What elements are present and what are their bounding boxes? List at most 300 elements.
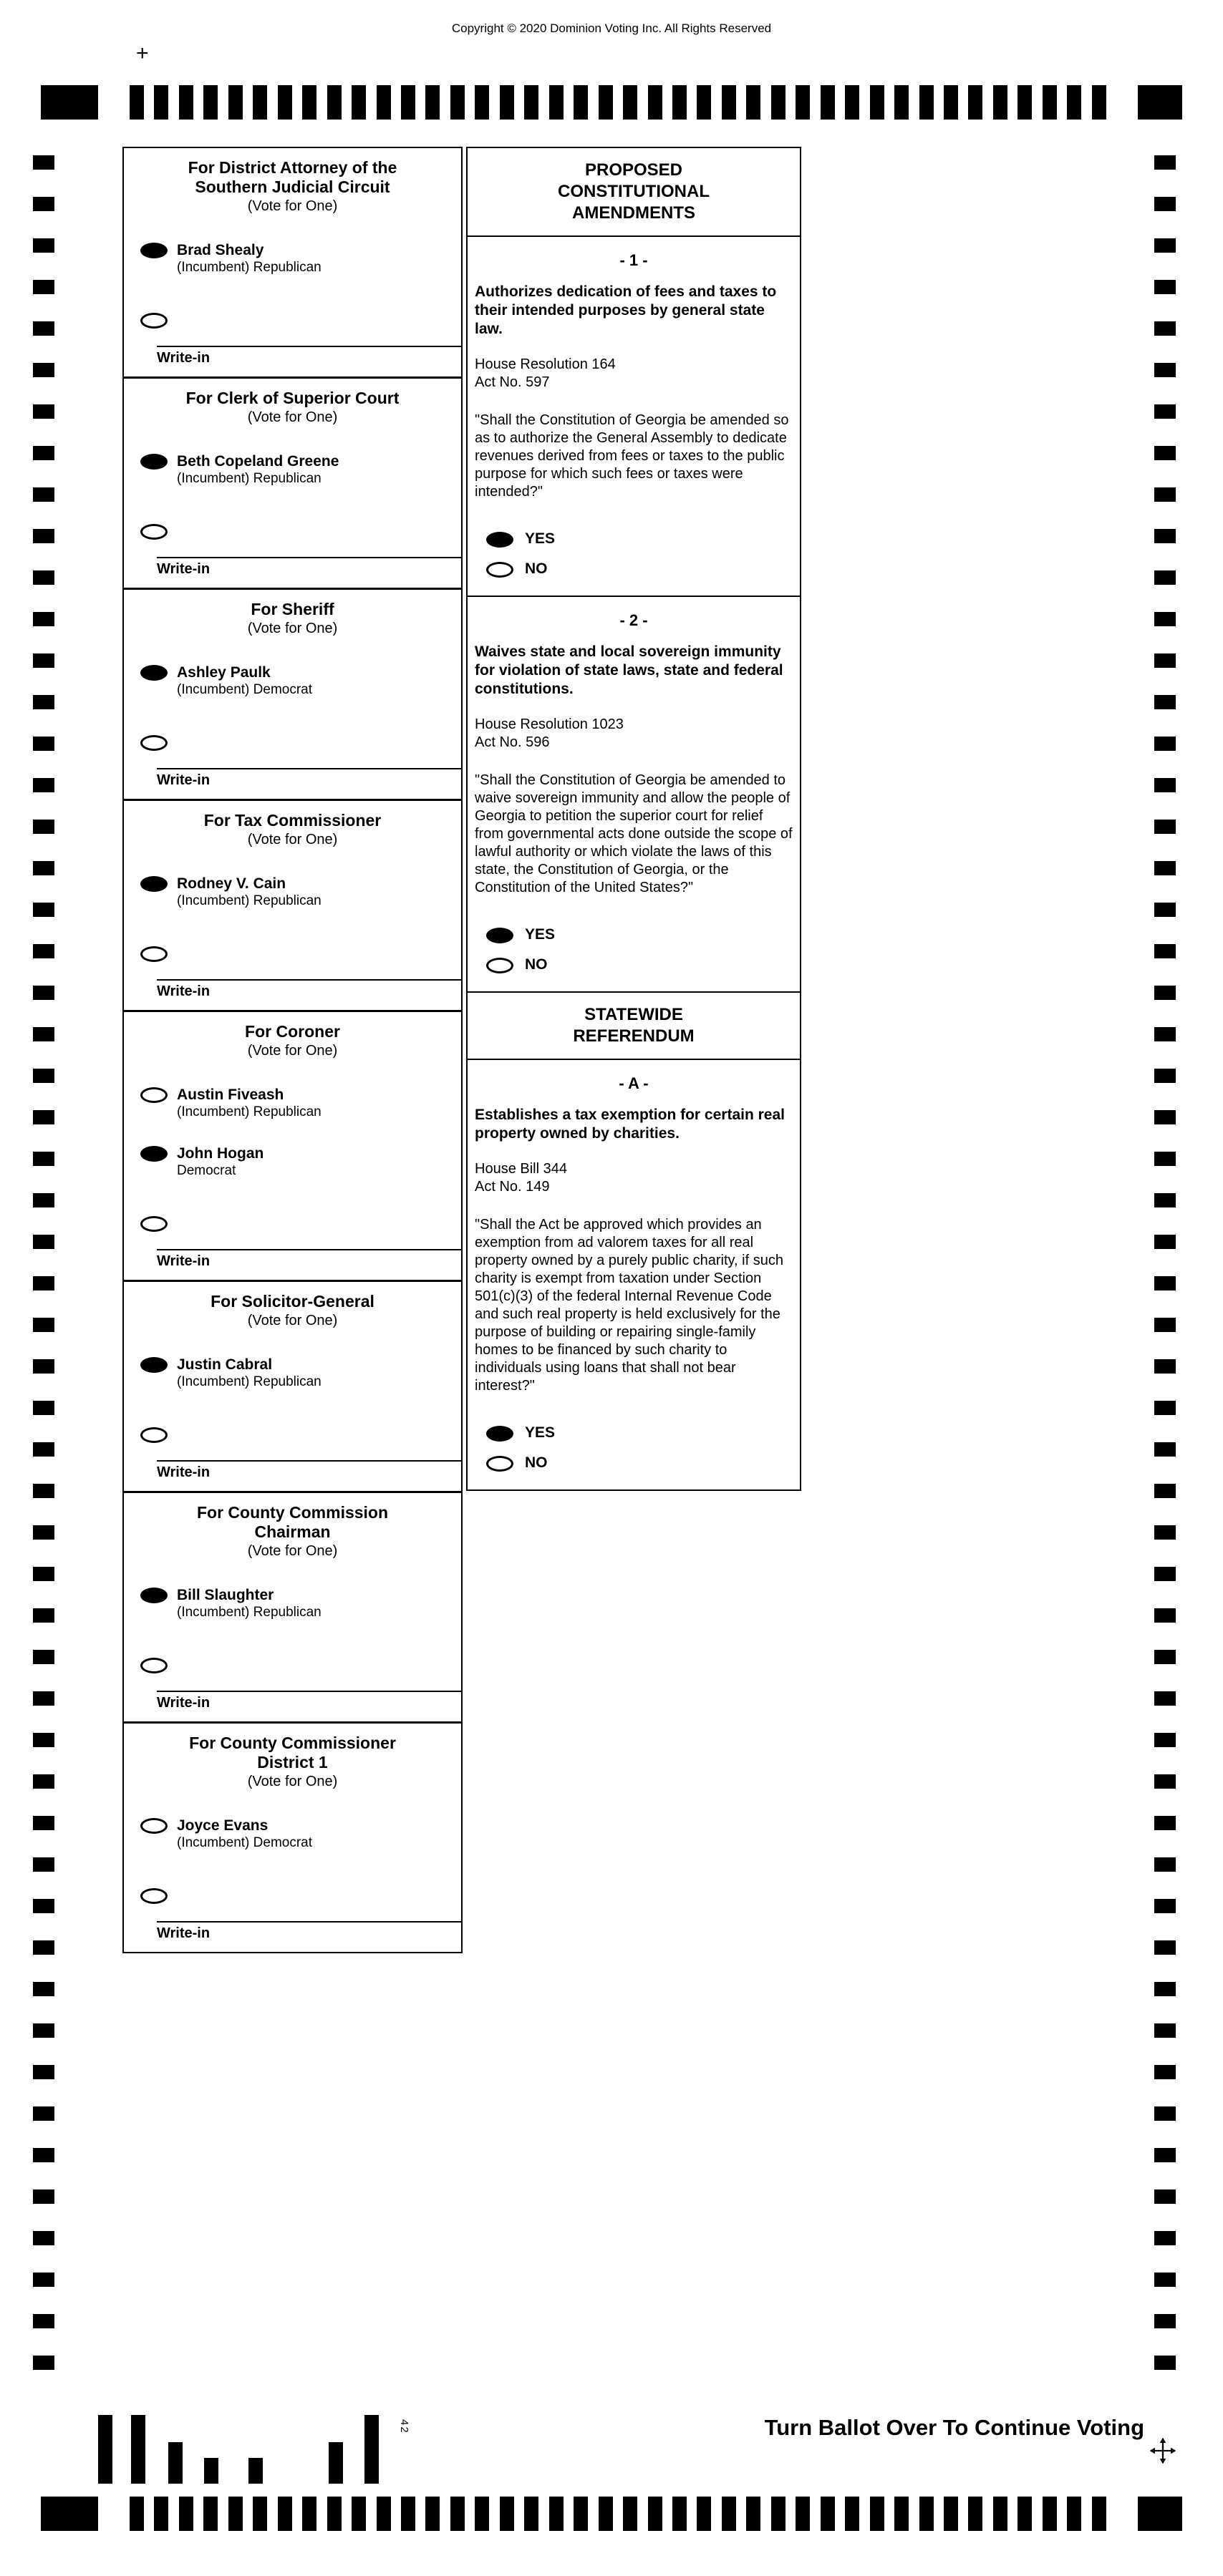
choice-label: YES (525, 1424, 556, 1441)
timing-mark (1154, 1982, 1176, 1996)
vote-for-instruction: (Vote for One) (247, 1543, 338, 1559)
measure-question: "Shall the Constitution of Georgia be amended so as to authorize the General Assembly to dedicate revenues derived from fees or taxes to the public purpose for which such fees or taxes were intended?" (475, 412, 789, 500)
contest-title-line: For County Commissioner (189, 1734, 396, 1752)
measures-header-line: CONSTITUTIONAL (558, 182, 710, 201)
candidate-list (124, 1580, 461, 1691)
timing-mark (130, 2497, 144, 2531)
timing-mark (1154, 238, 1176, 253)
timing-mark (1017, 2497, 1032, 2531)
registration-plus-mark: + (136, 42, 149, 65)
measures-header-line: PROPOSED (584, 160, 683, 180)
timing-mark (377, 2497, 391, 2531)
timing-column-right (1154, 155, 1176, 2370)
timing-mark (968, 85, 982, 120)
vote-for-instruction: (Vote for One) (247, 1313, 338, 1328)
timing-mark (870, 2497, 884, 2531)
timing-mark (33, 446, 54, 460)
candidate-row (124, 1080, 461, 1139)
timing-strip-bottom (41, 2497, 1182, 2531)
write-in-choice-row (124, 1197, 461, 1249)
measure-reference: House Resolution 164 (475, 356, 616, 372)
timing-mark (154, 2497, 168, 2531)
timing-mark (33, 1608, 54, 1623)
timing-mark (648, 2497, 662, 2531)
vote-oval[interactable] (486, 1456, 513, 1472)
timing-mark (33, 1733, 54, 1747)
timing-mark (1154, 2356, 1176, 2370)
vote-oval[interactable] (140, 524, 168, 540)
timing-mark (33, 1401, 54, 1415)
contest (124, 1724, 461, 1952)
timing-mark (944, 85, 958, 120)
candidate-info (177, 1356, 322, 1390)
timing-mark (33, 2065, 54, 2079)
vote-oval[interactable] (486, 1426, 513, 1442)
timing-mark (968, 2497, 982, 2531)
timing-mark (821, 85, 835, 120)
candidate-info (177, 664, 312, 698)
candidate-party: (Incumbent) Republican (177, 1605, 322, 1620)
timing-mark (1154, 1359, 1176, 1374)
vote-oval[interactable] (140, 454, 168, 470)
candidate-row (124, 869, 461, 928)
timing-mark (1154, 1235, 1176, 1249)
timing-mark (1154, 1691, 1176, 1706)
timing-mark (33, 1650, 54, 1664)
timing-mark (228, 2497, 243, 2531)
timing-mark (33, 1525, 54, 1540)
measure-reference: House Bill 344 (475, 1161, 567, 1177)
contest-title (124, 811, 461, 830)
write-in-label: Write-in (157, 561, 211, 577)
measure-references (475, 1160, 793, 1196)
contest-title-line: Chairman (254, 1522, 331, 1541)
timing-mark (278, 2497, 292, 2531)
candidate-name: Justin Cabral (177, 1356, 273, 1373)
vote-oval[interactable] (140, 243, 168, 258)
vote-oval[interactable] (140, 1818, 168, 1834)
timing-mark (401, 2497, 415, 2531)
vote-oval[interactable] (486, 928, 513, 943)
candidate-party: (Incumbent) Republican (177, 893, 322, 908)
contest (124, 379, 461, 590)
vote-oval[interactable] (140, 1216, 168, 1232)
contest-title (124, 1734, 461, 1772)
timing-mark (1154, 2273, 1176, 2287)
timing-mark (253, 2497, 267, 2531)
vote-oval[interactable] (140, 1658, 168, 1673)
timing-mark (919, 2497, 934, 2531)
write-in-label: Write-in (157, 1464, 211, 1480)
timing-mark (33, 529, 54, 543)
timing-mark (33, 903, 54, 917)
contest-title (124, 1503, 461, 1542)
timing-mark (33, 238, 54, 253)
timing-mark (327, 85, 342, 120)
vote-oval[interactable] (140, 665, 168, 681)
timing-mark (33, 1318, 54, 1332)
timing-mark (33, 1235, 54, 1249)
candidate-name: Austin Fiveash (177, 1087, 284, 1103)
candidate-info (177, 452, 339, 487)
candidate-row (124, 658, 461, 716)
timing-mark (1154, 363, 1176, 377)
timing-mark (1154, 2148, 1176, 2162)
timing-mark (623, 85, 637, 120)
timing-mark (33, 2023, 54, 2038)
measure-reference: Act No. 596 (475, 734, 550, 750)
choice-row (475, 950, 793, 980)
timing-mark (475, 2497, 489, 2531)
timing-mark (993, 2497, 1007, 2531)
timing-strip-top (41, 85, 1182, 120)
timing-mark (1154, 1152, 1176, 1166)
timing-mark (1154, 1816, 1176, 1830)
contest-title-line: For District Attorney of the (188, 158, 397, 177)
timing-mark (771, 85, 785, 120)
timing-mark (821, 2497, 835, 2531)
write-in-choice-row (124, 505, 461, 557)
timing-mark (500, 85, 514, 120)
timing-mark (179, 85, 193, 120)
measure-references (475, 716, 793, 752)
timing-mark (33, 280, 54, 294)
timing-mark (870, 85, 884, 120)
candidate-party: (Incumbent) Democrat (177, 682, 313, 697)
measure-section (468, 597, 800, 993)
timing-mark (1154, 2106, 1176, 2121)
timing-mark (1154, 695, 1176, 709)
measure-references (475, 356, 793, 392)
timing-mark (1154, 1110, 1176, 1124)
contest-title-line: For Sheriff (251, 600, 334, 618)
candidate-party: (Incumbent) Democrat (177, 1835, 313, 1850)
write-in-label: Write-in (157, 1695, 211, 1711)
contest-title (124, 600, 461, 619)
timing-mark (253, 85, 267, 120)
timing-mark (1154, 1567, 1176, 1581)
timing-mark (33, 1069, 54, 1083)
timing-mark (1154, 155, 1176, 170)
contest (124, 801, 461, 1012)
vote-oval[interactable] (486, 958, 513, 973)
timing-mark (796, 85, 810, 120)
contest (124, 148, 461, 379)
vote-oval[interactable] (140, 1087, 168, 1103)
timing-mark (1154, 2231, 1176, 2245)
copyright-text: Copyright © 2020 Dominion Voting Inc. All Rights Reserved (451, 21, 772, 35)
timing-mark (154, 85, 168, 120)
vote-oval[interactable] (140, 1146, 168, 1162)
choice-row (475, 920, 793, 950)
timing-mark (1154, 903, 1176, 917)
measure-number: - 1 - (619, 251, 648, 269)
timing-mark (1154, 1774, 1176, 1789)
timing-mark (33, 2148, 54, 2162)
timing-mark (130, 85, 144, 120)
timing-mark (33, 820, 54, 834)
write-in-choice-row (124, 294, 461, 346)
timing-mark (33, 197, 54, 211)
timing-mark (33, 321, 54, 336)
timing-mark (33, 1193, 54, 1207)
timing-corner-block (41, 2497, 98, 2531)
timing-mark (33, 570, 54, 585)
timing-mark (33, 1567, 54, 1581)
timing-mark (401, 85, 415, 120)
timing-mark (894, 2497, 909, 2531)
vote-for-instruction: (Vote for One) (247, 832, 338, 847)
four-way-arrow-icon (1149, 2436, 1177, 2465)
candidate-row (124, 447, 461, 505)
measure-number: - 2 - (619, 611, 648, 629)
candidate-list (124, 869, 461, 979)
measure-summary: Waives state and local sovereign immunity for violation of state laws, state and federal constitutions. (475, 643, 783, 697)
candidate-row (124, 1350, 461, 1409)
timing-mark (352, 85, 366, 120)
barcode-bar (329, 2442, 343, 2484)
candidate-party: (Incumbent) Republican (177, 1374, 322, 1389)
vote-oval[interactable] (140, 735, 168, 751)
timing-mark (425, 85, 440, 120)
candidate-list (124, 658, 461, 768)
choice-row (475, 524, 793, 554)
timing-mark (1154, 2189, 1176, 2204)
timing-mark (33, 737, 54, 751)
timing-mark (33, 1152, 54, 1166)
timing-mark (599, 2497, 613, 2531)
timing-mark (1154, 404, 1176, 419)
timing-mark (1154, 529, 1176, 543)
timing-mark (919, 85, 934, 120)
vote-oval[interactable] (486, 532, 513, 548)
timing-mark (1092, 2497, 1106, 2531)
timing-mark (1154, 1899, 1176, 1913)
measure-section (468, 237, 800, 597)
timing-mark (1154, 570, 1176, 585)
timing-mark (697, 85, 711, 120)
timing-mark (1154, 487, 1176, 502)
timing-mark (722, 85, 736, 120)
barcode-bar (204, 2458, 218, 2484)
vote-oval[interactable] (140, 946, 168, 962)
vote-for-instruction: (Vote for One) (247, 1043, 338, 1059)
candidate-list (124, 447, 461, 557)
timing-mark (697, 2497, 711, 2531)
timing-mark (1154, 1027, 1176, 1041)
measure-question: "Shall the Constitution of Georgia be amended to waive sovereign immunity and allow the people of Georgia to petition the superior court for relief from governmental acts done outside the scope of lawful authority or which violate the laws of this state, the Constitution of Georgia, or the Constitution of the United States?" (475, 772, 793, 895)
write-in-label: Write-in (157, 1925, 211, 1941)
timing-mark (33, 1899, 54, 1913)
candidate-info (177, 241, 322, 276)
choice-row (475, 1448, 793, 1478)
timing-mark (33, 1110, 54, 1124)
contest-title (124, 1292, 461, 1311)
timing-mark (1154, 1318, 1176, 1332)
timing-mark (1154, 1608, 1176, 1623)
timing-mark (1154, 446, 1176, 460)
timing-mark (1154, 944, 1176, 958)
measure-section (468, 1060, 800, 1489)
contest (124, 1282, 461, 1493)
timing-column-left (33, 155, 54, 2370)
timing-mark (33, 1027, 54, 1041)
vote-for-instruction: (Vote for One) (247, 621, 338, 636)
vote-oval[interactable] (140, 1427, 168, 1443)
measure-summary: Establishes a tax exemption for certain real property owned by charities. (475, 1107, 785, 1142)
choice-label: YES (525, 926, 556, 943)
timing-mark (33, 695, 54, 709)
contest-title-line: For Solicitor-General (211, 1292, 374, 1311)
timing-mark (1154, 1069, 1176, 1083)
write-in-choice-row (124, 1409, 461, 1460)
candidate-name: John Hogan (177, 1145, 264, 1162)
timing-mark (1154, 861, 1176, 875)
candidate-name: Rodney V. Cain (177, 875, 286, 892)
contest-title-line: Southern Judicial Circuit (195, 178, 390, 196)
timing-mark (327, 2497, 342, 2531)
timing-mark (524, 85, 538, 120)
timing-mark (33, 1982, 54, 1996)
timing-strip-bottom-bars (130, 2497, 1106, 2531)
timing-mark (746, 85, 760, 120)
timing-mark (648, 85, 662, 120)
contest-title (124, 1022, 461, 1041)
vote-oval[interactable] (140, 1888, 168, 1904)
choice-label: NO (525, 1454, 548, 1471)
contest-column (122, 147, 463, 1953)
timing-mark (1154, 1193, 1176, 1207)
timing-mark (33, 1359, 54, 1374)
candidate-info (177, 1086, 322, 1120)
candidate-info (177, 875, 322, 909)
timing-mark (672, 2497, 687, 2531)
timing-mark (1154, 2065, 1176, 2079)
timing-mark (228, 85, 243, 120)
timing-mark (1154, 2023, 1176, 2038)
candidate-name: Bill Slaughter (177, 1587, 274, 1603)
timing-mark (450, 2497, 465, 2531)
timing-mark (203, 2497, 218, 2531)
timing-mark (377, 85, 391, 120)
timing-mark (574, 85, 588, 120)
vote-oval[interactable] (140, 876, 168, 892)
timing-mark (33, 778, 54, 792)
timing-mark (33, 2356, 54, 2370)
timing-mark (672, 85, 687, 120)
timing-mark (33, 1484, 54, 1498)
timing-mark (845, 85, 859, 120)
timing-mark (1092, 85, 1106, 120)
timing-mark (549, 85, 564, 120)
contest-title-line: For Tax Commissioner (203, 811, 382, 830)
candidate-list (124, 1080, 461, 1249)
contest-title-line: For Coroner (245, 1022, 340, 1041)
timing-mark (475, 85, 489, 120)
timing-mark (33, 487, 54, 502)
timing-mark (33, 1857, 54, 1872)
timing-mark (1154, 820, 1176, 834)
timing-mark (722, 2497, 736, 2531)
timing-mark (1154, 1401, 1176, 1415)
vote-oval[interactable] (140, 1588, 168, 1603)
contest-title (124, 389, 461, 408)
timing-corner-block (1138, 2497, 1182, 2531)
timing-mark (302, 85, 316, 120)
timing-mark (1154, 1857, 1176, 1872)
candidate-name: Brad Shealy (177, 242, 264, 258)
measures-header (468, 148, 800, 237)
candidate-party: Democrat (177, 1163, 236, 1178)
timing-mark (33, 363, 54, 377)
timing-mark (33, 1442, 54, 1457)
timing-mark (1154, 1525, 1176, 1540)
contest-title-line: For County Commission (196, 1503, 389, 1522)
timing-mark (33, 2231, 54, 2245)
timing-mark (1043, 2497, 1057, 2531)
timing-mark (33, 1940, 54, 1955)
timing-mark (894, 85, 909, 120)
timing-mark (33, 653, 54, 668)
candidate-party: (Incumbent) Republican (177, 471, 322, 486)
barcode-bar (248, 2458, 263, 2484)
timing-mark (1154, 280, 1176, 294)
timing-mark (796, 2497, 810, 2531)
candidate-name: Beth Copeland Greene (177, 453, 339, 470)
timing-mark (1154, 2314, 1176, 2328)
timing-mark (1154, 1442, 1176, 1457)
timing-mark (33, 2273, 54, 2287)
vote-oval[interactable] (486, 562, 513, 578)
timing-mark (1154, 197, 1176, 211)
candidate-name: Joyce Evans (177, 1817, 269, 1834)
write-in-choice-row (124, 1639, 461, 1691)
vote-oval[interactable] (140, 1357, 168, 1373)
timing-mark (1154, 737, 1176, 751)
timing-mark (500, 2497, 514, 2531)
timing-mark (33, 861, 54, 875)
timing-mark (1154, 321, 1176, 336)
turn-ballot-over-note: Turn Ballot Over To Continue Voting (764, 2415, 1144, 2440)
candidate-list (124, 235, 461, 346)
vote-for-instruction: (Vote for One) (247, 198, 338, 214)
timing-corner-block (1138, 85, 1182, 120)
choice-row (475, 554, 793, 584)
timing-mark (278, 85, 292, 120)
contest (124, 590, 461, 801)
timing-mark (33, 404, 54, 419)
timing-mark (1154, 778, 1176, 792)
candidate-row (124, 1139, 461, 1197)
timing-mark (33, 1816, 54, 1830)
timing-mark (944, 2497, 958, 2531)
timing-mark (599, 85, 613, 120)
candidate-row (124, 1811, 461, 1870)
timing-mark (549, 2497, 564, 2531)
choice-label: YES (525, 530, 556, 547)
timing-mark (1154, 1940, 1176, 1955)
vote-oval[interactable] (140, 313, 168, 329)
candidate-row (124, 1580, 461, 1639)
timing-mark (425, 2497, 440, 2531)
timing-mark (33, 986, 54, 1000)
timing-strip-top-bars (130, 85, 1106, 120)
timing-mark (771, 2497, 785, 2531)
write-in-label: Write-in (157, 772, 211, 788)
candidate-row (124, 235, 461, 294)
contest (124, 1012, 461, 1282)
choice-label: NO (525, 956, 548, 973)
